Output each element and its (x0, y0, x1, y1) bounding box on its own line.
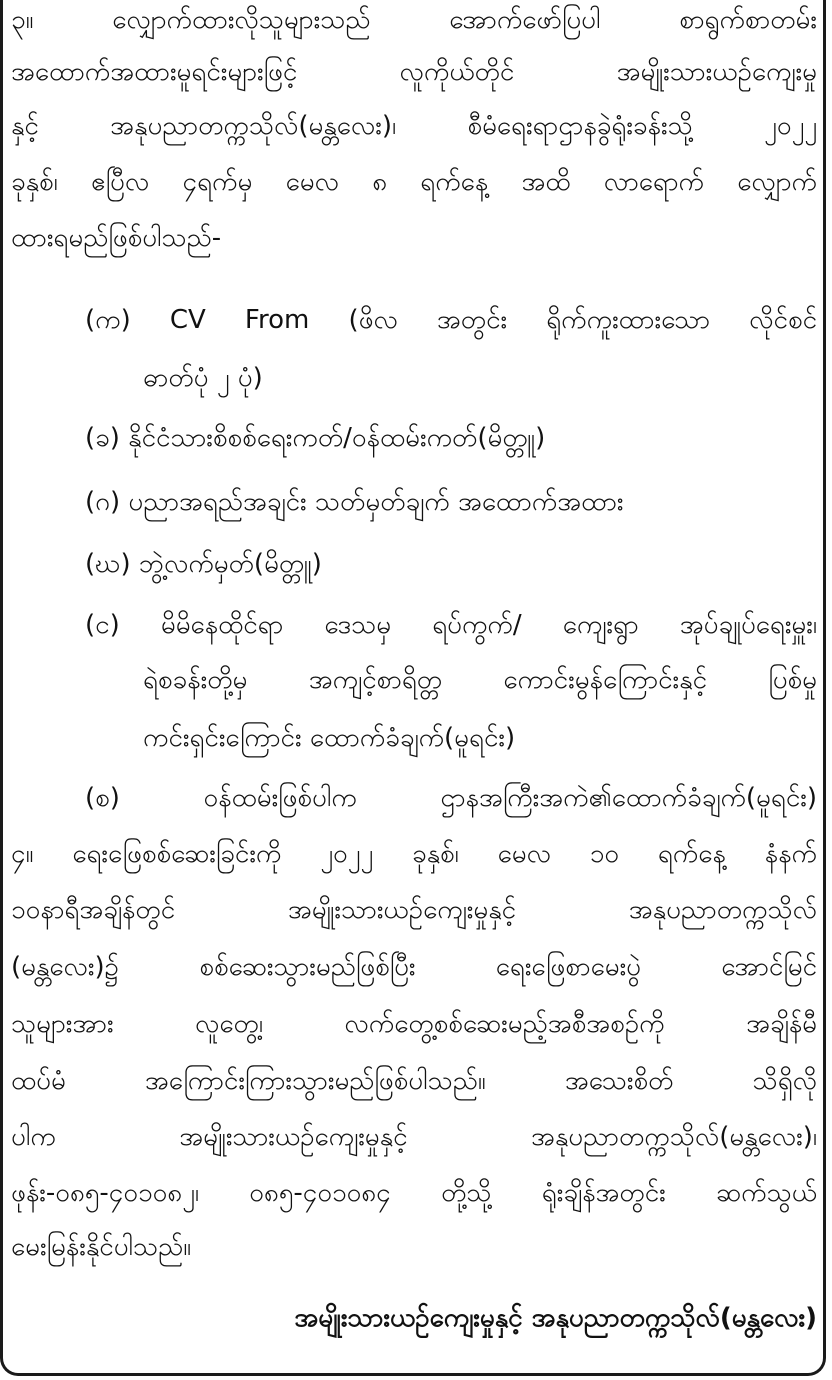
list-item-ka: (က) CV From (ဖိလ အတွင်း ရိုက်ကူးထားသော လိုင်စင် (85, 305, 817, 335)
list-item-ka-cont: ဓာတ်ပုံ ၂ ပုံ) (143, 363, 263, 393)
list-item-kha: (ခ) နိုင်ငံသားစိစစ်ရေးကတ်/ဝန်ထမ်းကတ်(မိတ္တူ) (85, 423, 546, 453)
list-item-nga-cont: ရဲစခန်းတို့မှ အကျင့်စာရိတ္တ ကောင်းမွန်ကြောင်းနှင့် ပြစ်မှု (143, 665, 817, 695)
list-item-nga: (င) မိမိနေထိုင်ရာ ဒေသမှ ရပ်ကွက်/ ကျေးရွာ အုပ်ချုပ်ရေးမှူး၊ (85, 610, 817, 640)
paragraph-4-line: သူများအား လူတွေ့၊ လက်တွေ့စစ်ဆေးမည့်အစီအစဉ်ကို အချိန်မီ (11, 1009, 817, 1039)
paragraph-4-line: ၁၀နာရီအချိန်တွင် အမျိုးသားယဉ်ကျေးမှုနှင့် အနုပညာတက္ကသိုလ် (11, 895, 817, 925)
paragraph-4-line: ဖုန်း-၀၈၅-၄၀၁၀၈၂၊ ၀၈၅-၄၀၁၀၈၄ တို့သို့ ရုံးချိန်အတွင်း ဆက်သွယ် (11, 1178, 817, 1208)
paragraph-3-line: ခုနှစ်၊ ဧပြီလ ၄ရက်မှ မေလ ၈ ရက်နေ့ အထိ လာရောက် လျှောက် (11, 167, 817, 197)
list-item-sa: (စ) ဝန်ထမ်းဖြစ်ပါက ဌာနအကြီးအကဲ၏ထောက်ခံချက်(မူရင်း) (85, 783, 817, 813)
paragraph-3-line: အထောက်အထားမူရင်းများဖြင့် လူကိုယ်တိုင် အမျိုးသားယဉ်ကျေးမှု (11, 57, 817, 87)
paragraph-4-line: ပါက အမျိုးသားယဉ်ကျေးမှုနှင့် အနုပညာတက္ကသိုလ်(မန္တလေး)၊ (11, 1122, 817, 1152)
list-item-gha: (ဃ) ဘွဲ့လက်မှတ်(မိတ္တူ) (85, 549, 322, 579)
list-item-nga-cont: ကင်းရှင်းကြောင်း ထောက်ခံချက်(မူရင်း) (143, 723, 516, 753)
paragraph-4-line: (မန္တလေး)၌ စစ်ဆေးသွားမည်ဖြစ်ပြီး ရေးဖြေစာမေးပွဲ အောင်မြင် (11, 952, 817, 982)
paragraph-3-line: ထားရမည်ဖြစ်ပါသည်- (11, 223, 222, 253)
paragraph-4-line: ထပ်မံ အကြောင်းကြားသွားမည်ဖြစ်ပါသည်။ အသေးစိတ် သိရှိလို (11, 1066, 817, 1096)
paragraph-3-line: ၃။ လျှောက်ထားလိုသူများသည် အောက်ဖော်ပြပါ စာရွက်စာတမ်း (11, 5, 817, 35)
paragraph-4-line: မေးမြန်းနိုင်ပါသည်။ (11, 1232, 192, 1262)
list-item-ga: (ဂ) ပညာအရည်အချင်း သတ်မှတ်ချက် အထောက်အထား (85, 487, 624, 517)
paragraph-3-line: နှင့် အနုပညာတက္ကသိုလ်(မန္တလေး)၊ စီမံရေးရာဌာနခွဲရုံးခန်းသို့ ၂၀၂၂ (11, 111, 817, 141)
signature-line: အမျိုးသားယဉ်ကျေးမှုနှင့် အနုပညာတက္ကသိုလ်(မန္တလေး) (294, 1303, 817, 1333)
paragraph-4-line: ၄။ ရေးဖြေစစ်ဆေးခြင်းကို ၂၀၂၂ ခုနှစ်၊ မေလ ၁၀ ရက်နေ့ နံနက် (11, 839, 817, 869)
